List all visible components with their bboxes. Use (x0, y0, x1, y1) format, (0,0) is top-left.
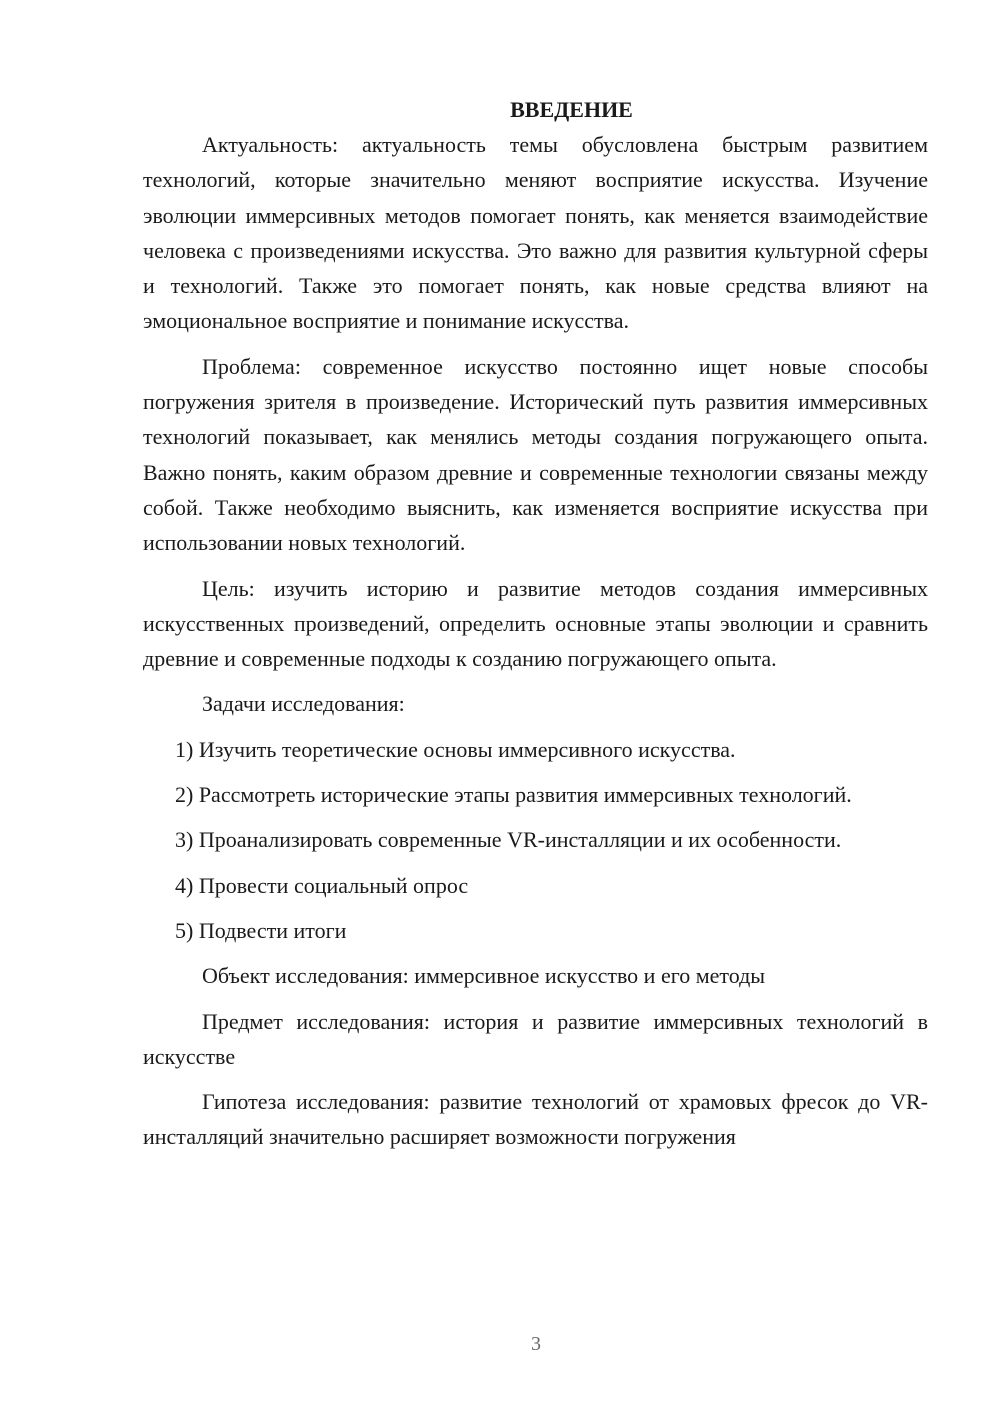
list-item: 5) Подвести итоги (175, 917, 347, 943)
goal-paragraph: Цель: изучить историю и развитие методов создания иммерсивных искусственных произведений, определить основные этапы эволюции и сравнить древние и современные подходы к созданию погружающего опыта. (143, 575, 928, 672)
relevance-paragraph: Актуальность: актуальность темы обусловлена быстрым развитием технологий, которые значительно меняют восприятие искусства. Изучение эволюции иммерсивных методов помогает понять, как меняется взаимодействие человека с произведениями искусства. Это важно для развития культурной сферы и технологий. Также это помогает понять, как новые средства влияют на эмоциональное восприятие и понимание искусства. (143, 132, 928, 334)
list-item: 1) Изучить теоретические основы иммерсивного искусства. (175, 736, 736, 762)
problem-paragraph: Проблема: современное искусство постоянно ищет новые способы погружения зрителя в произведение. Исторический путь развития иммерсивных технологий показывает, как менялись методы создания погружающего опыта. Важно понять, каким образом древние и современные технологии связаны между собой. Также необходимо выяснить, как изменяется восприятие искусства при использовании новых технологий. (143, 353, 928, 556)
page-number: 3 (531, 1333, 541, 1355)
tasks-heading: Задачи исследования: (202, 691, 405, 717)
document-page (143, 92, 928, 1165)
tasks-list (143, 732, 928, 948)
subject-paragraph: Предмет исследования: история и развитие иммерсивных технологий в искусстве (143, 1008, 928, 1069)
object-paragraph: Объект исследования: иммерсивное искусство и его методы (202, 963, 766, 989)
list-item: 3) Проанализировать современные VR-инсталляции и их особенности. (175, 827, 842, 853)
hypothesis-paragraph: Гипотеза исследования: развитие технологий от храмовых фресок до VR-инсталляций значительно расширяет возможности погружения (143, 1089, 928, 1150)
list-item: 4) Провести социальный опрос (175, 872, 469, 898)
list-item: 2) Рассмотреть исторические этапы развития иммерсивных технологий. (175, 782, 852, 808)
page-title: ВВЕДЕНИЕ (510, 97, 633, 122)
